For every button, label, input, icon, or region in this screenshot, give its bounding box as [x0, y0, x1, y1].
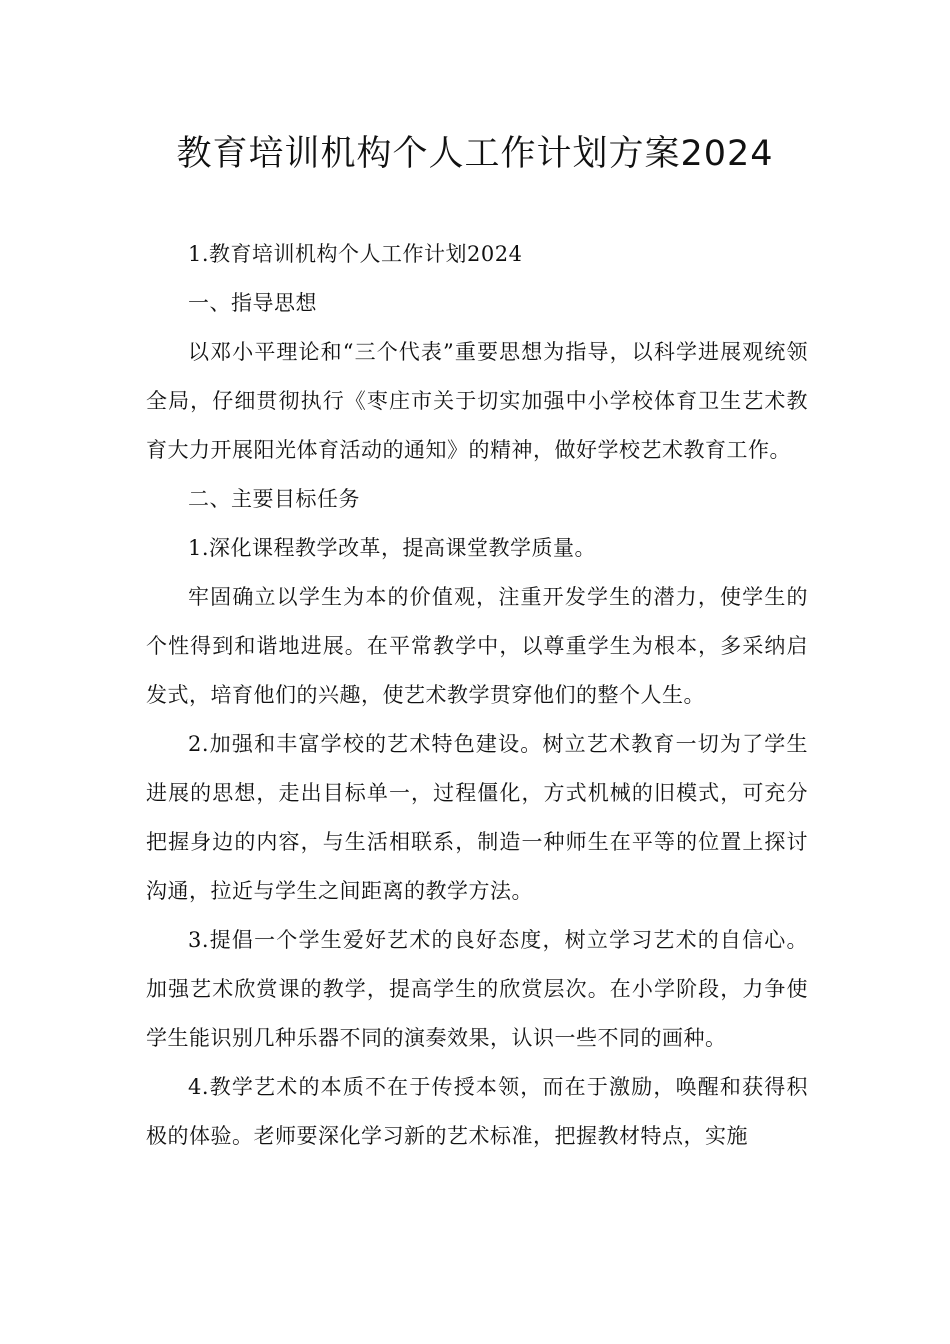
document-body — [146, 230, 808, 1161]
heading-guiding-ideology: 一、指导思想 — [188, 291, 317, 315]
paragraph-goal-1: 1.深化课程教学改革，提高课堂教学质量。 — [188, 536, 597, 560]
heading-main-goals: 二、主要目标任务 — [188, 487, 360, 511]
paragraph-guiding-ideology: 以邓小平理论和“三个代表”重要思想为指导，以科学进展观统领全局，仔细贯彻执行《枣庄市关于切实加强中小学校体育卫生艺术教育大力开展阳光体育活动的通知》的精神，做好学校艺术教育工作。 — [146, 340, 808, 462]
paragraph-goal-3: 3.提倡一个学生爱好艺术的良好态度，树立学习艺术的自信心。加强艺术欣赏课的教学，提高学生的欣赏层次。在小学阶段，力争使学生能识别几种乐器不同的演奏效果，认识一些不同的画种。 — [146, 928, 808, 1050]
document-title: 教育培训机构个人工作计划方案2024 — [176, 134, 774, 174]
paragraph-goal-1-detail: 牢固确立以学生为本的价值观，注重开发学生的潜力，使学生的个性得到和谐地进展。在平常教学中，以尊重学生为根本，多采纳启发式，培育他们的兴趣，使艺术教学贯穿他们的整个人生。 — [146, 585, 808, 707]
paragraph-goal-4: 4.教学艺术的本质不在于传授本领，而在于激励，唤醒和获得积极的体验。老师要深化学习新的艺术标准，把握教材特点，实施 — [146, 1075, 808, 1148]
section-subtitle: 1.教育培训机构个人工作计划2024 — [188, 242, 523, 266]
paragraph-goal-2: 2.加强和丰富学校的艺术特色建设。树立艺术教育一切为了学生进展的思想，走出目标单一，过程僵化，方式机械的旧模式，可充分把握身边的内容，与生活相联系，制造一种师生在平等的位置上探讨沟通，拉近与学生之间距离的教学方法。 — [146, 732, 808, 903]
